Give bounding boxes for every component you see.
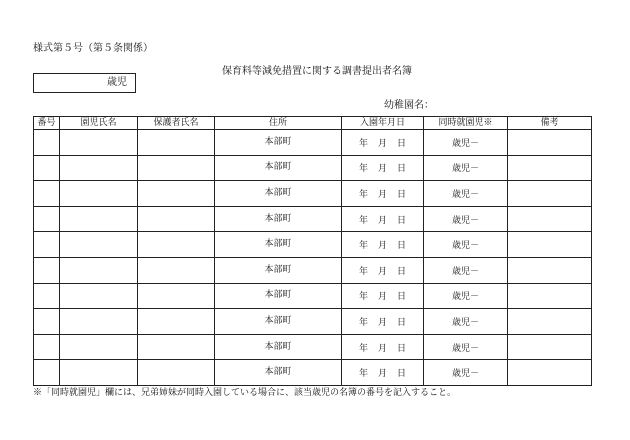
- remarks-cell[interactable]: [508, 232, 592, 258]
- date-part-label: 月: [377, 266, 387, 277]
- address-cell[interactable]: 本部町: [215, 309, 342, 335]
- enrollment-date-cell[interactable]: [342, 360, 424, 386]
- child-name-cell[interactable]: [60, 283, 138, 309]
- date-part-label: 月: [377, 215, 387, 226]
- child-name-cell[interactable]: [60, 130, 138, 156]
- column-header-remarks: 備考: [508, 117, 592, 130]
- address-cell[interactable]: 本部町: [215, 360, 342, 386]
- address-cell[interactable]: 本部町: [215, 181, 342, 207]
- footnote: ※「同時就園児」欄には、兄弟姉妹が同時入園している場合に、該当歳児の名簿の番号を記入すること。: [33, 388, 457, 398]
- number-cell[interactable]: [34, 309, 60, 335]
- date-part-label: 日: [397, 292, 407, 303]
- column-header-guardian-name: 保護者氏名: [138, 117, 215, 130]
- table-row: [34, 181, 592, 207]
- roster-table: [33, 116, 592, 386]
- age-suffix: 歳児: [107, 77, 127, 88]
- enrollment-date-cell[interactable]: [342, 206, 424, 232]
- remarks-cell[interactable]: [508, 206, 592, 232]
- table-header-row: [34, 117, 592, 130]
- sibling-cell[interactable]: 歳児－: [424, 257, 508, 283]
- column-header-enrollment-date: 入園年月日: [342, 117, 424, 130]
- remarks-cell[interactable]: [508, 283, 592, 309]
- date-part-label: 年: [358, 215, 368, 226]
- remarks-cell[interactable]: [508, 309, 592, 335]
- enrollment-date-cell[interactable]: [342, 334, 424, 360]
- table-row: [34, 309, 592, 335]
- date-part-label: 月: [377, 292, 387, 303]
- child-name-cell[interactable]: [60, 232, 138, 258]
- enrollment-date-cell[interactable]: [342, 232, 424, 258]
- guardian-name-cell[interactable]: [138, 155, 215, 181]
- address-cell[interactable]: 本部町: [215, 257, 342, 283]
- table-row: [34, 257, 592, 283]
- child-name-cell[interactable]: [60, 334, 138, 360]
- document-title: 保育料等減免措置に関する調書提出者名簿: [222, 66, 412, 77]
- sibling-cell[interactable]: 歳児－: [424, 309, 508, 335]
- date-part-label: 日: [397, 266, 407, 277]
- sibling-cell[interactable]: 歳児－: [424, 206, 508, 232]
- table-row: [34, 232, 592, 258]
- date-part-label: 年: [358, 317, 368, 328]
- address-cell[interactable]: 本部町: [215, 155, 342, 181]
- date-part-label: 日: [397, 138, 407, 149]
- column-header-child-name: 園児氏名: [60, 117, 138, 130]
- number-cell[interactable]: [34, 283, 60, 309]
- sibling-cell[interactable]: 歳児－: [424, 232, 508, 258]
- address-cell[interactable]: 本部町: [215, 130, 342, 156]
- guardian-name-cell[interactable]: [138, 334, 215, 360]
- remarks-cell[interactable]: [508, 181, 592, 207]
- number-cell[interactable]: [34, 130, 60, 156]
- enrollment-date-cell[interactable]: [342, 181, 424, 207]
- number-cell[interactable]: [34, 155, 60, 181]
- remarks-cell[interactable]: [508, 257, 592, 283]
- column-header-sibling: 同時就園児※: [424, 117, 508, 130]
- sibling-cell[interactable]: 歳児－: [424, 181, 508, 207]
- number-cell[interactable]: [34, 206, 60, 232]
- table-row: [34, 206, 592, 232]
- guardian-name-cell[interactable]: [138, 257, 215, 283]
- number-cell[interactable]: [34, 334, 60, 360]
- guardian-name-cell[interactable]: [138, 181, 215, 207]
- guardian-name-cell[interactable]: [138, 232, 215, 258]
- guardian-name-cell[interactable]: [138, 360, 215, 386]
- date-part-label: 年: [358, 189, 368, 200]
- sibling-cell[interactable]: 歳児－: [424, 155, 508, 181]
- date-part-label: 月: [377, 369, 387, 380]
- enrollment-date-cell[interactable]: [342, 257, 424, 283]
- enrollment-date-cell[interactable]: [342, 155, 424, 181]
- table-row: [34, 283, 592, 309]
- date-part-label: 年: [358, 138, 368, 149]
- child-name-cell[interactable]: [60, 257, 138, 283]
- table-row: [34, 360, 592, 386]
- sibling-cell[interactable]: 歳児－: [424, 130, 508, 156]
- roster-body: [34, 130, 592, 386]
- address-cell[interactable]: 本部町: [215, 283, 342, 309]
- remarks-cell[interactable]: [508, 130, 592, 156]
- date-part-label: 年: [358, 369, 368, 380]
- sibling-cell[interactable]: 歳児－: [424, 334, 508, 360]
- number-cell[interactable]: [34, 360, 60, 386]
- sibling-cell[interactable]: 歳児－: [424, 283, 508, 309]
- guardian-name-cell[interactable]: [138, 206, 215, 232]
- date-part-label: 月: [377, 317, 387, 328]
- date-part-label: 月: [377, 164, 387, 175]
- date-part-label: 年: [358, 292, 368, 303]
- form-number: 様式第５号（第５条関係）: [33, 43, 153, 54]
- remarks-cell[interactable]: [508, 155, 592, 181]
- address-cell[interactable]: 本部町: [215, 334, 342, 360]
- date-part-label: 月: [377, 189, 387, 200]
- enrollment-date-cell[interactable]: [342, 309, 424, 335]
- date-part-label: 日: [397, 369, 407, 380]
- table-row: [34, 155, 592, 181]
- column-header-number: 番号: [34, 117, 60, 130]
- number-cell[interactable]: [34, 257, 60, 283]
- remarks-cell[interactable]: [508, 334, 592, 360]
- child-name-cell[interactable]: [60, 309, 138, 335]
- date-part-label: 年: [358, 241, 368, 252]
- date-part-label: 日: [397, 164, 407, 175]
- age-group-field[interactable]: [33, 73, 136, 93]
- date-part-label: 日: [397, 215, 407, 226]
- kindergarten-name-label: 幼稚園名：: [384, 100, 434, 111]
- child-name-cell[interactable]: [60, 181, 138, 207]
- date-part-label: 日: [397, 317, 407, 328]
- sibling-cell[interactable]: 歳児－: [424, 360, 508, 386]
- child-name-cell[interactable]: [60, 155, 138, 181]
- address-cell[interactable]: 本部町: [215, 232, 342, 258]
- child-name-cell[interactable]: [60, 360, 138, 386]
- guardian-name-cell[interactable]: [138, 130, 215, 156]
- date-part-label: 日: [397, 241, 407, 252]
- date-part-label: 月: [377, 138, 387, 149]
- date-part-label: 月: [377, 343, 387, 354]
- number-cell[interactable]: [34, 181, 60, 207]
- date-part-label: 年: [358, 343, 368, 354]
- guardian-name-cell[interactable]: [138, 309, 215, 335]
- enrollment-date-cell[interactable]: [342, 130, 424, 156]
- number-cell[interactable]: [34, 232, 60, 258]
- table-row: [34, 334, 592, 360]
- date-part-label: 年: [358, 164, 368, 175]
- date-part-label: 年: [358, 266, 368, 277]
- enrollment-date-cell[interactable]: [342, 283, 424, 309]
- date-part-label: 日: [397, 189, 407, 200]
- child-name-cell[interactable]: [60, 206, 138, 232]
- table-row: [34, 130, 592, 156]
- date-part-label: 月: [377, 241, 387, 252]
- remarks-cell[interactable]: [508, 360, 592, 386]
- guardian-name-cell[interactable]: [138, 283, 215, 309]
- address-cell[interactable]: 本部町: [215, 206, 342, 232]
- column-header-address: 住所: [215, 117, 342, 130]
- date-part-label: 日: [397, 343, 407, 354]
